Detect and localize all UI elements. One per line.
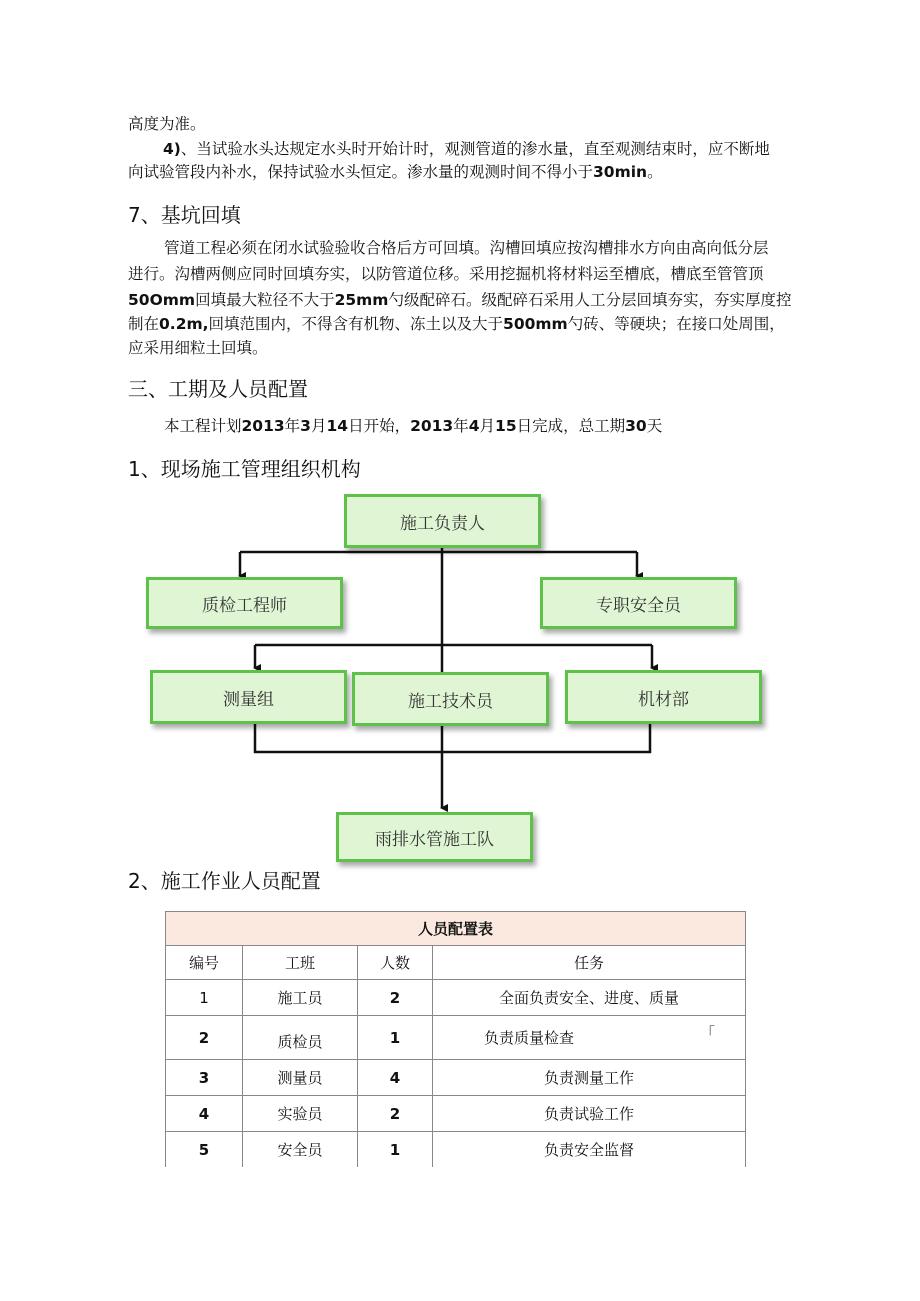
cell-id: 2 — [166, 1016, 243, 1060]
cell-count: 1 — [358, 1132, 433, 1168]
table-row — [166, 1060, 746, 1096]
measure-value: 50Omm — [128, 291, 196, 309]
paragraph-line: 高度为准。 — [128, 115, 206, 133]
section-heading: 2、施工作业人员配置 — [128, 869, 321, 893]
org-node-bottom — [336, 812, 533, 862]
org-node-label: 施工技术员 — [408, 691, 493, 712]
section-heading: 1、现场施工管理组织机构 — [128, 457, 361, 481]
item-number: 4) — [163, 140, 181, 158]
cell-task: 负责测量工作 — [433, 1060, 746, 1096]
table-row — [166, 980, 746, 1016]
org-node-left — [146, 577, 343, 629]
date-number: 30 — [625, 417, 647, 435]
cell-count: 1 — [358, 1016, 433, 1060]
table-caption: 人员配置表 — [166, 912, 746, 946]
cell-count: 2 — [358, 980, 433, 1016]
cell-team: 安全员 — [243, 1132, 358, 1168]
table-caption-row — [166, 912, 746, 946]
cell-id: 1 — [166, 980, 243, 1016]
measure-value: 25mm — [334, 291, 389, 309]
org-node-label: 雨排水管施工队 — [375, 829, 494, 850]
date-number: 3 — [300, 417, 311, 435]
paragraph-text: 。 — [647, 163, 663, 181]
cell-team: 质检员 — [243, 1016, 358, 1060]
schedule-text: 年 — [453, 417, 469, 435]
schedule-text: 本工程计划 — [164, 417, 242, 435]
cell-team: 实验员 — [243, 1096, 358, 1132]
schedule-text: 天 — [646, 417, 663, 435]
org-node-mid-center — [352, 672, 549, 726]
date-number: 2013 — [241, 417, 285, 435]
cell-task-text: 负责质量检查 — [483, 1029, 574, 1047]
column-header: 编号 — [166, 946, 243, 980]
cell-task: 负责安全监督 — [433, 1132, 746, 1168]
org-node-mid-left — [150, 670, 347, 724]
paragraph-text: 勺砖、等硬块；在接口处周围， — [567, 315, 785, 333]
cell-id: 4 — [166, 1096, 243, 1132]
org-node-label: 专职安全员 — [596, 595, 681, 616]
org-node-label: 质检工程师 — [202, 595, 287, 616]
table-row — [166, 1016, 746, 1060]
cell-count: 4 — [358, 1060, 433, 1096]
schedule-text: 月 — [310, 417, 327, 435]
cell-task: 负责试验工作 — [433, 1096, 746, 1132]
paragraph-text: 制在 — [128, 315, 160, 333]
column-header: 人数 — [358, 946, 433, 980]
schedule-text: 日开始， — [348, 417, 411, 435]
schedule-text: 月 — [479, 417, 496, 435]
schedule-text: 年 — [284, 417, 301, 435]
section-heading: 三、工期及人员配置 — [128, 377, 308, 401]
stray-mark: 「 — [699, 1024, 715, 1042]
date-number: 15 — [495, 417, 517, 435]
org-node-right — [540, 577, 737, 629]
org-node-label: 机材部 — [638, 689, 689, 710]
paragraph-line: 管道工程必须在闭水试验验收合格后方可回填。沟槽回填应按沟槽排水方向由高向低分层 — [164, 239, 769, 257]
date-number: 4 — [468, 417, 480, 435]
cell-team: 测量员 — [243, 1060, 358, 1096]
column-header: 工班 — [243, 946, 358, 980]
cell-task — [433, 1016, 746, 1060]
schedule-text: 日完成，总工期 — [516, 417, 626, 435]
cell-id: 5 — [166, 1132, 243, 1168]
duration-value: 30min — [593, 163, 648, 181]
org-node-label: 施工负责人 — [400, 513, 485, 534]
table-header-row — [166, 946, 746, 980]
table-row — [166, 1096, 746, 1132]
paragraph-text: 勺级配碎石。级配碎石采用人工分层回填夯实，夯实厚度控 — [388, 291, 792, 309]
paragraph-text: 向试验管段内补水，保持试验水头恒定。渗水量的观测时间不得小于 — [128, 163, 594, 181]
section-heading: 7、基坑回填 — [128, 203, 241, 227]
cell-task: 全面负责安全、进度、质量 — [433, 980, 746, 1016]
date-number: 14 — [326, 417, 349, 435]
org-node-mid-right — [565, 670, 762, 724]
cell-id: 3 — [166, 1060, 243, 1096]
org-node-top — [344, 494, 541, 548]
measure-value: 500mm — [503, 315, 568, 333]
paragraph-text: 、当试验水头达规定水头时开始计时，观测管道的渗水量，直至观测结束时，应不断地 — [180, 140, 770, 158]
paragraph-text: 回填范围内，不得含有机物、冻土以及大于 — [208, 315, 504, 333]
cell-team: 施工员 — [243, 980, 358, 1016]
cell-count: 2 — [358, 1096, 433, 1132]
paragraph-line: 进行。沟槽两侧应同时回填夯实，以防管道位移。采用挖掘机将材料运至槽底，槽底至管管顶 — [128, 265, 764, 283]
date-number: 2013 — [410, 417, 454, 435]
table-row — [166, 1132, 746, 1168]
paragraph-line: 应采用细粒土回填。 — [128, 339, 268, 357]
measure-value: 0.2m, — [159, 315, 209, 333]
org-node-label: 测量组 — [223, 689, 274, 710]
paragraph-text: 回填最大粒径不大于 — [195, 291, 335, 309]
column-header: 任务 — [433, 946, 746, 980]
staff-table — [165, 911, 746, 1167]
